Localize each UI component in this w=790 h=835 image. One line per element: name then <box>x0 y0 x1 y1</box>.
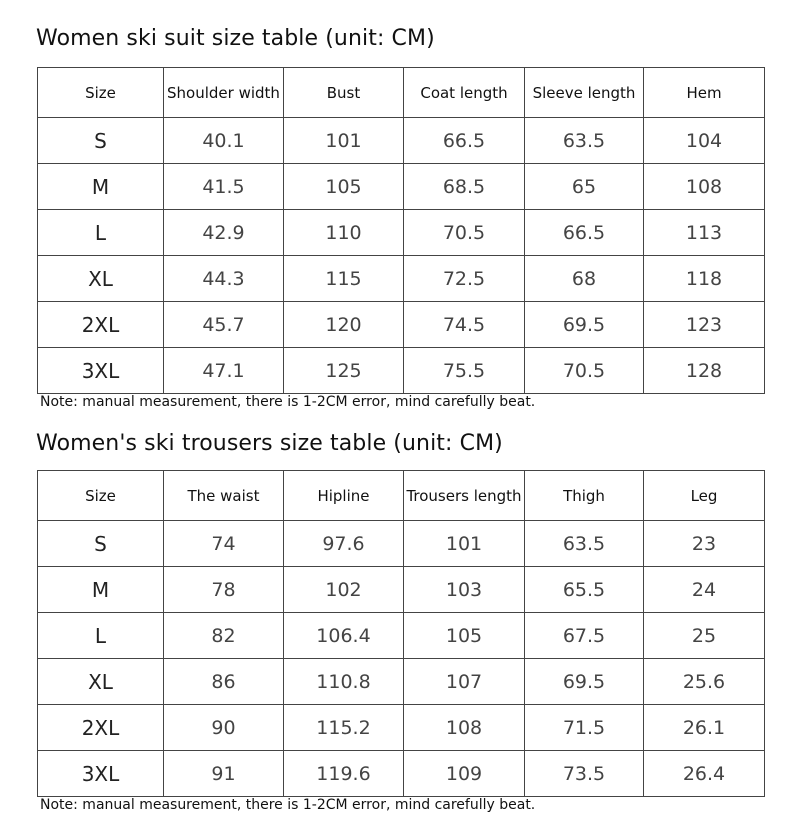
column-header-waist: The waist <box>164 471 284 521</box>
table-row <box>38 659 765 705</box>
table-cell: 101 <box>404 521 525 567</box>
column-header-coat-length: Coat length <box>404 68 525 118</box>
size-cell: M <box>38 164 164 210</box>
table-cell: 68.5 <box>404 164 525 210</box>
table-cell: 105 <box>404 613 525 659</box>
column-header-size: Size <box>38 471 164 521</box>
table-cell: 102 <box>284 567 404 613</box>
size-cell: S <box>38 118 164 164</box>
table-cell: 105 <box>284 164 404 210</box>
table-cell: 103 <box>404 567 525 613</box>
table-cell: 125 <box>284 348 404 394</box>
table-cell: 63.5 <box>525 118 644 164</box>
column-header-shoulder-width: Shoulder width <box>164 68 284 118</box>
table-cell: 26.4 <box>644 751 765 797</box>
table-cell: 67.5 <box>525 613 644 659</box>
table-cell: 128 <box>644 348 765 394</box>
table-cell: 40.1 <box>164 118 284 164</box>
table-cell: 69.5 <box>525 302 644 348</box>
table-cell: 115.2 <box>284 705 404 751</box>
size-cell: 3XL <box>38 348 164 394</box>
table-cell: 69.5 <box>525 659 644 705</box>
table-header-row <box>38 471 765 521</box>
size-cell: XL <box>38 256 164 302</box>
table-cell: 90 <box>164 705 284 751</box>
table-cell: 71.5 <box>525 705 644 751</box>
table-cell: 63.5 <box>525 521 644 567</box>
column-header-bust: Bust <box>284 68 404 118</box>
table-cell: 68 <box>525 256 644 302</box>
column-header-trousers-length: Trousers length <box>404 471 525 521</box>
table-row <box>38 118 765 164</box>
suit-table-title: Women ski suit size table (unit: CM) <box>36 26 435 51</box>
table-cell: 24 <box>644 567 765 613</box>
column-header-size: Size <box>38 68 164 118</box>
table-cell: 65.5 <box>525 567 644 613</box>
table-row <box>38 210 765 256</box>
size-cell: S <box>38 521 164 567</box>
column-header-thigh: Thigh <box>525 471 644 521</box>
table-cell: 23 <box>644 521 765 567</box>
column-header-hipline: Hipline <box>284 471 404 521</box>
table-cell: 66.5 <box>525 210 644 256</box>
table-cell: 41.5 <box>164 164 284 210</box>
table-cell: 70.5 <box>525 348 644 394</box>
column-header-leg: Leg <box>644 471 765 521</box>
table-cell: 91 <box>164 751 284 797</box>
table-row <box>38 567 765 613</box>
table-row <box>38 164 765 210</box>
table-cell: 26.1 <box>644 705 765 751</box>
table-cell: 65 <box>525 164 644 210</box>
trousers-table-note: Note: manual measurement, there is 1-2CM error, mind carefully beat. <box>40 797 536 813</box>
table-cell: 108 <box>404 705 525 751</box>
suit-size-table <box>37 67 765 394</box>
table-cell: 110.8 <box>284 659 404 705</box>
trousers-size-table <box>37 470 765 797</box>
table-cell: 86 <box>164 659 284 705</box>
table-cell: 120 <box>284 302 404 348</box>
table-cell: 78 <box>164 567 284 613</box>
table-cell: 75.5 <box>404 348 525 394</box>
table-cell: 118 <box>644 256 765 302</box>
size-cell: 2XL <box>38 302 164 348</box>
table-cell: 115 <box>284 256 404 302</box>
column-header-hem: Hem <box>644 68 765 118</box>
table-cell: 110 <box>284 210 404 256</box>
table-cell: 109 <box>404 751 525 797</box>
table-cell: 113 <box>644 210 765 256</box>
table-cell: 106.4 <box>284 613 404 659</box>
size-cell: L <box>38 210 164 256</box>
table-cell: 97.6 <box>284 521 404 567</box>
table-row <box>38 751 765 797</box>
table-cell: 72.5 <box>404 256 525 302</box>
size-cell: L <box>38 613 164 659</box>
table-header-row <box>38 68 765 118</box>
table-cell: 108 <box>644 164 765 210</box>
table-cell: 82 <box>164 613 284 659</box>
table-row <box>38 256 765 302</box>
size-cell: 3XL <box>38 751 164 797</box>
table-cell: 73.5 <box>525 751 644 797</box>
table-row <box>38 613 765 659</box>
table-cell: 119.6 <box>284 751 404 797</box>
trousers-table-title: Women's ski trousers size table (unit: CM) <box>36 431 503 456</box>
table-cell: 70.5 <box>404 210 525 256</box>
table-cell: 123 <box>644 302 765 348</box>
table-row <box>38 705 765 751</box>
table-cell: 42.9 <box>164 210 284 256</box>
size-cell: M <box>38 567 164 613</box>
table-cell: 74 <box>164 521 284 567</box>
table-cell: 44.3 <box>164 256 284 302</box>
table-cell: 66.5 <box>404 118 525 164</box>
size-cell: 2XL <box>38 705 164 751</box>
size-cell: XL <box>38 659 164 705</box>
table-cell: 25.6 <box>644 659 765 705</box>
table-cell: 74.5 <box>404 302 525 348</box>
table-row <box>38 302 765 348</box>
table-row <box>38 521 765 567</box>
table-cell: 104 <box>644 118 765 164</box>
suit-table-note: Note: manual measurement, there is 1-2CM error, mind carefully beat. <box>40 394 536 410</box>
table-row <box>38 348 765 394</box>
table-cell: 47.1 <box>164 348 284 394</box>
table-cell: 107 <box>404 659 525 705</box>
table-cell: 25 <box>644 613 765 659</box>
table-cell: 101 <box>284 118 404 164</box>
column-header-sleeve-length: Sleeve length <box>525 68 644 118</box>
table-cell: 45.7 <box>164 302 284 348</box>
